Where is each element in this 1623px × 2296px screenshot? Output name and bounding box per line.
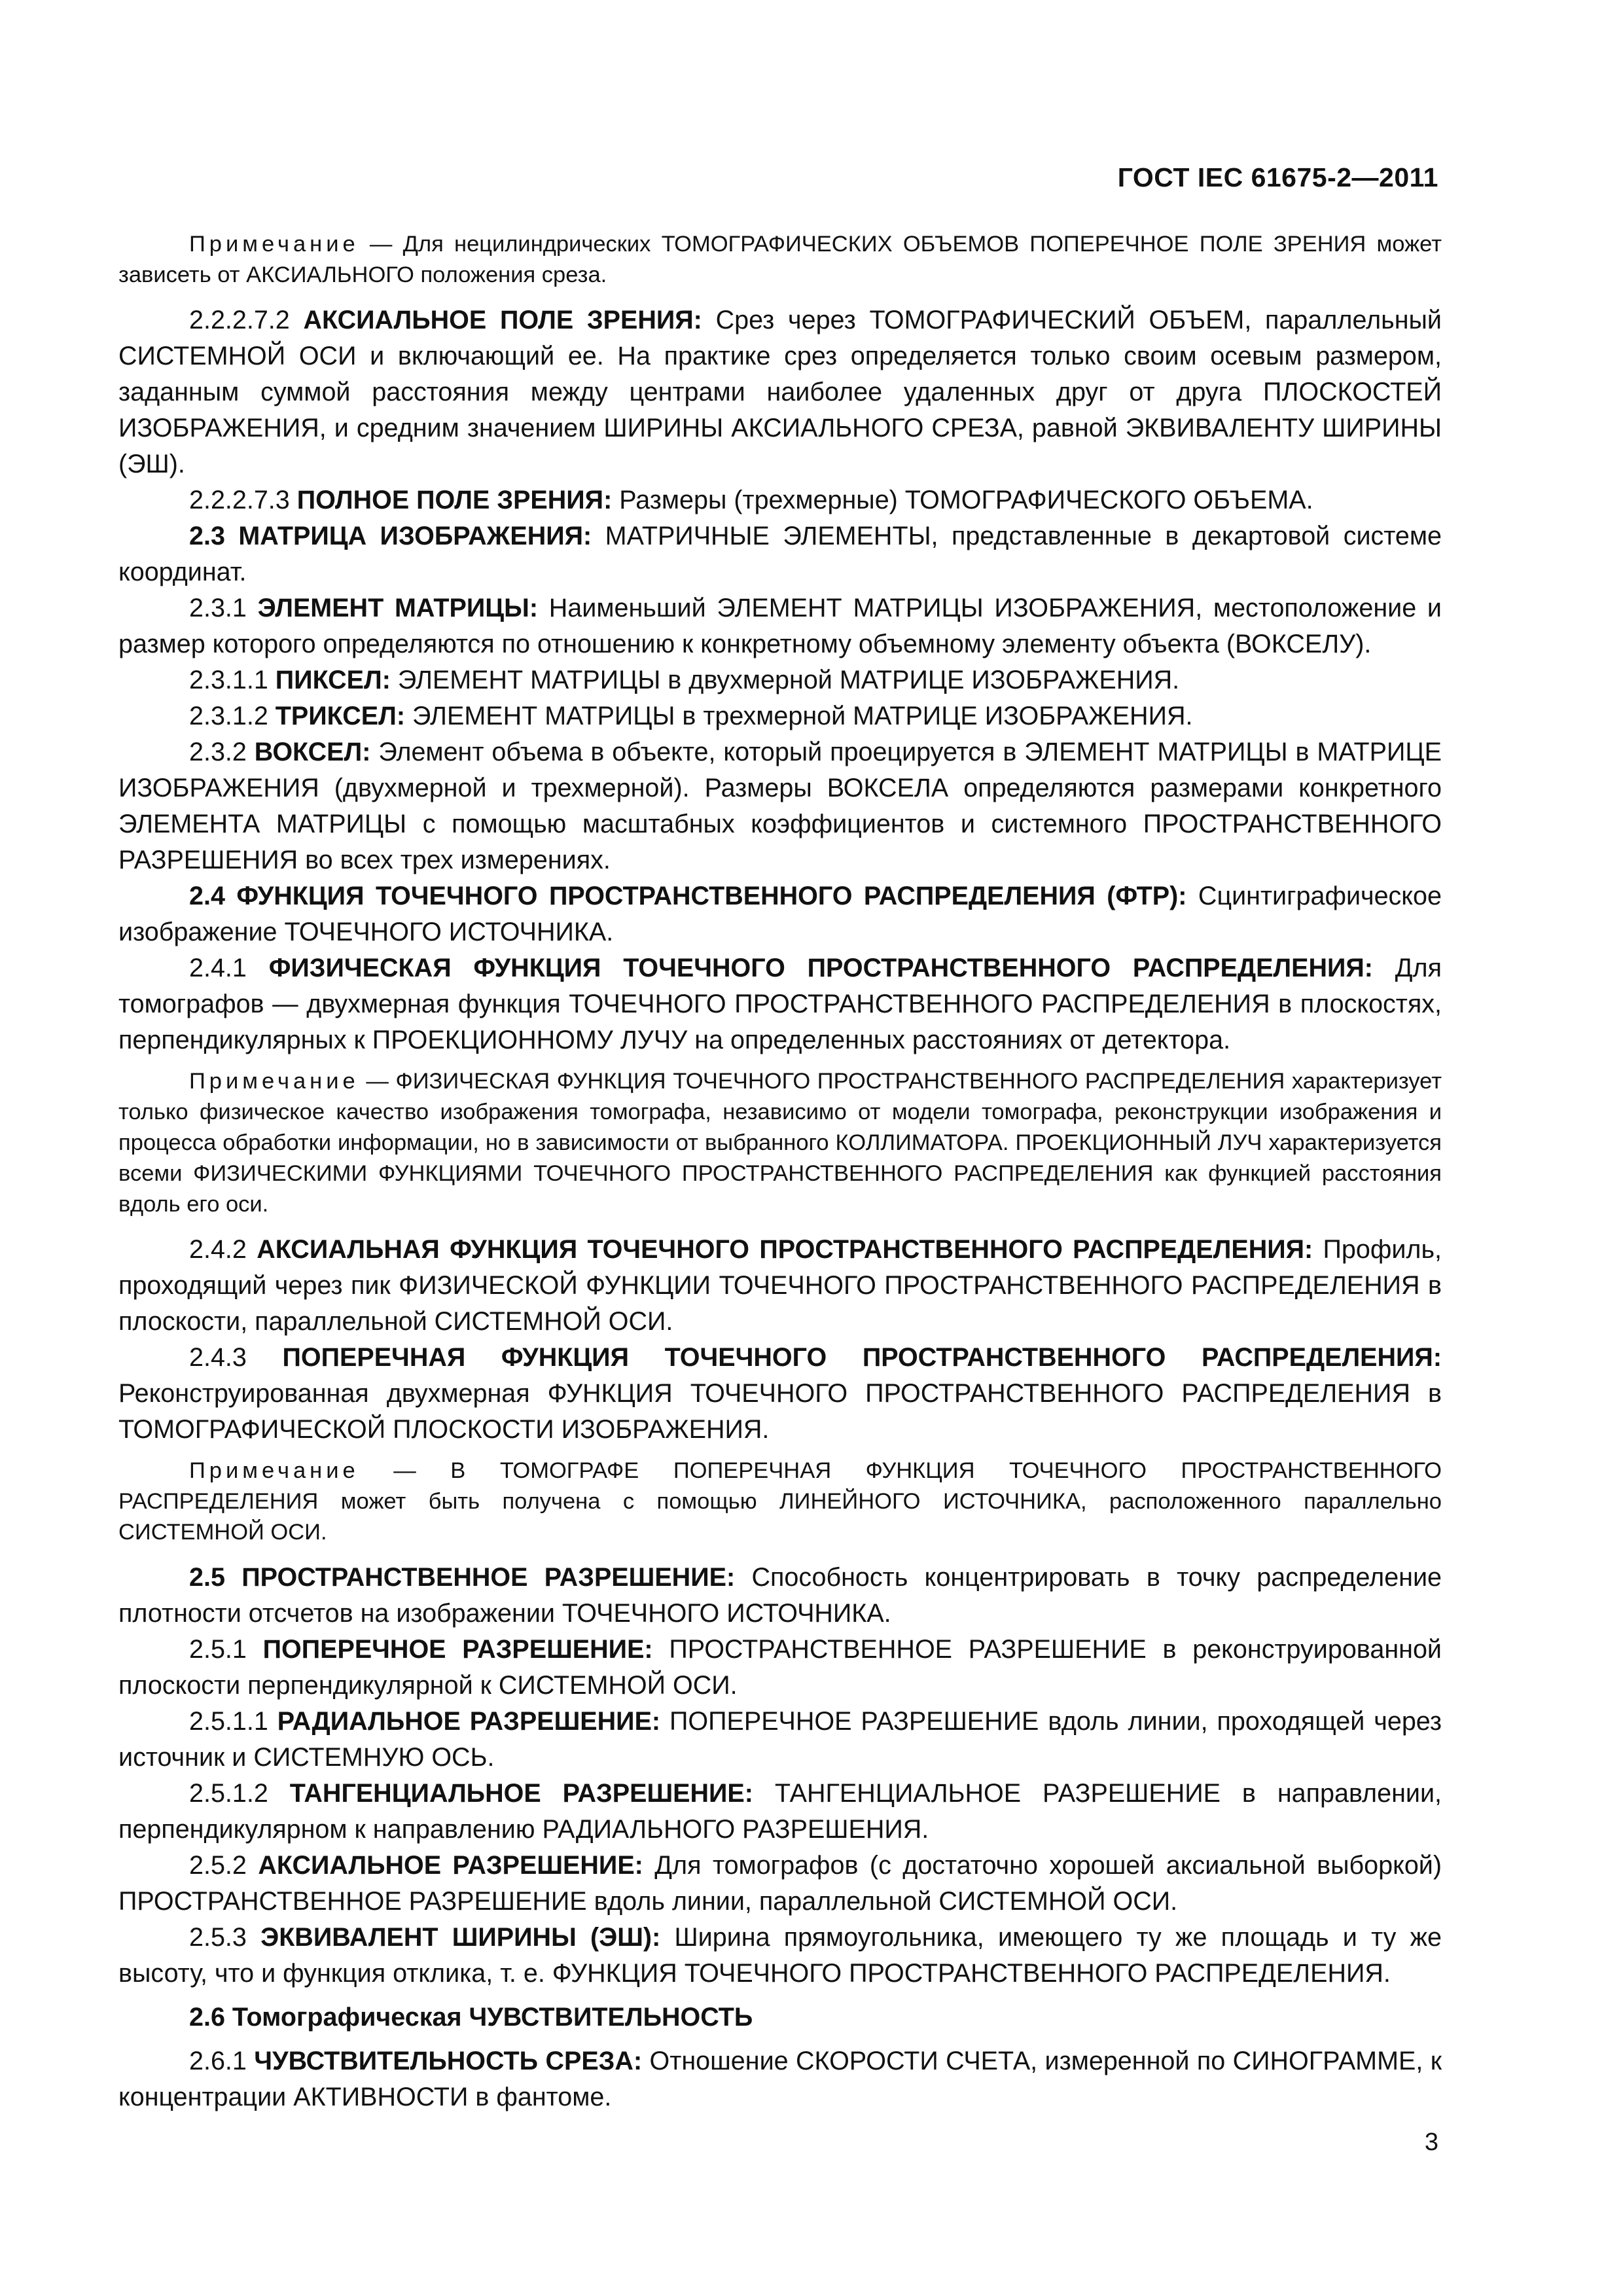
clause-text: Отношение СКОРОСТИ СЧЕТА, измеренной по СИНОГРАММЕ, к концентрации АКТИВНОСТИ в фантоме. [118, 2047, 1442, 2111]
clause-number: 2.4 [189, 882, 225, 910]
clause-text: Способность концентрировать в точку распределение плотности отсчетов на изображении ТОЧЕЧНОГО ИСТОЧНИКА. [118, 1563, 1442, 1628]
clause-number: 2.3.1 [189, 594, 247, 622]
clause-term: ТРИКСЕЛ: [275, 702, 405, 730]
clause-paragraph [118, 1232, 1442, 1340]
document-body [118, 221, 1442, 2115]
clause-text: Для томографов — двухмерная функция ТОЧЕЧНОГО ПРОСТРАНСТВЕННОГО РАСПРЕДЕЛЕНИЯ в плоскостях, перпендикулярных к ПРОЕКЦИОННОМУ ЛУЧУ на определенных расстояниях от детектора. [118, 954, 1442, 1054]
note-dash: — [359, 1069, 396, 1094]
clause-term: ФИЗИЧЕСКАЯ ФУНКЦИЯ ТОЧЕЧНОГО ПРОСТРАНСТВЕННОГО РАСПРЕДЕЛЕНИЯ: [268, 954, 1373, 982]
clause-term: АКСИАЛЬНОЕ РАЗРЕШЕНИЕ: [258, 1851, 643, 1880]
clause-term: ЭЛЕМЕНТ МАТРИЦЫ: [257, 594, 538, 622]
note-text: ФИЗИЧЕСКАЯ ФУНКЦИЯ ТОЧЕЧНОГО ПРОСТРАНСТВЕННОГО РАСПРЕДЕЛЕНИЯ характеризует только физическое качество изображения томографа, независимо от модели томографа, реконструкции изображения и процесса обработки информации, но в зависимости от выбранного КОЛЛИМАТОРА. ПРОЕКЦИОННЫЙ ЛУЧ характеризуется всеми ФИЗИЧЕСКИМИ ФУНКЦИЯМИ ТОЧЕЧНОГО ПРОСТРАНСТВЕННОГО РАСПРЕДЕЛЕНИЯ как функцией расстояния вдоль его оси. [118, 1069, 1442, 1217]
note-dash: — [359, 1458, 451, 1483]
clause-number: 2.5.1.2 [189, 1779, 268, 1808]
clause-paragraph [118, 1776, 1442, 1848]
clause-number: 2.3.2 [189, 738, 247, 766]
clause-text: МАТРИЧНЫЕ ЭЛЕМЕНТЫ, представленные в декартовой системе координат. [118, 522, 1442, 586]
clause-paragraph [118, 482, 1442, 518]
note-paragraph [118, 1456, 1442, 1548]
clause-paragraph [118, 1340, 1442, 1448]
clause-paragraph [118, 1560, 1442, 1632]
note-text: В ТОМОГРАФЕ ПОПЕРЕЧНАЯ ФУНКЦИЯ ТОЧЕЧНОГО ПРОСТРАНСТВЕННОГО РАСПРЕДЕЛЕНИЯ может быть получена с помощью ЛИНЕЙНОГО ИСТОЧНИКА, расположенного параллельно СИСТЕМНОЙ ОСИ. [118, 1458, 1442, 1545]
page-number: 3 [1424, 2128, 1438, 2156]
clause-number: 2.3.1.1 [189, 666, 268, 694]
clause-term: АКСИАЛЬНОЕ ПОЛЕ ЗРЕНИЯ: [303, 306, 702, 334]
clause-term: Томографическая ЧУВСТВИТЕЛЬНОСТЬ [232, 2003, 753, 2032]
clause-text: Ширина прямоугольника, имеющего ту же площадь и ту же высоту, что и функция отклика, т. е. ФУНКЦИЯ ТОЧЕЧНОГО ПРОСТРАНСТВЕННОГО РАСПРЕДЕЛЕНИЯ. [118, 1923, 1442, 1988]
note-label: Примечание [189, 1069, 359, 1094]
clause-text: Срез через ТОМОГРАФИЧЕСКИЙ ОБЪЕМ, параллельный СИСТЕМНОЙ ОСИ и включающий ее. На практике срез определяется только своим осевым размером, заданным суммой расстояния между центрами наиболее удаленных друг от друга ПЛОСКОСТЕЙ ИЗОБРАЖЕНИЯ, и средним значением ШИРИНЫ АКСИАЛЬНОГО СРЕЗА, равной ЭКВИВАЛЕНТУ ШИРИНЫ (ЭШ). [118, 306, 1442, 478]
clause-number: 2.5.3 [189, 1923, 247, 1952]
clause-paragraph [118, 518, 1442, 590]
clause-number: 2.5.1 [189, 1635, 247, 1664]
clause-term: ПОПЕРЕЧНОЕ РАЗРЕШЕНИЕ: [262, 1635, 653, 1664]
clause-text: Профиль, проходящий через пик ФИЗИЧЕСКОЙ ФУНКЦИИ ТОЧЕЧНОГО ПРОСТРАНСТВЕННОГО РАСПРЕДЕЛЕНИЯ в плоскости, параллельной СИСТЕМНОЙ ОСИ. [118, 1235, 1442, 1336]
note-paragraph [118, 1066, 1442, 1220]
clause-term: ПРОСТРАНСТВЕННОЕ РАЗРЕШЕНИЕ: [241, 1563, 736, 1592]
clause-text: ПОПЕРЕЧНОЕ РАЗРЕШЕНИЕ вдоль линии, проходящей через источник и СИСТЕМНУЮ ОСЬ. [118, 1707, 1442, 1772]
clause-number: 2.2.2.7.3 [189, 486, 290, 514]
clause-text: ПРОСТРАНСТВЕННОЕ РАЗРЕШЕНИЕ в реконструированной плоскости перпендикулярной к СИСТЕМНОЙ ОСИ. [118, 1635, 1442, 1700]
clause-number: 2.4.3 [189, 1343, 247, 1372]
clause-number: 2.4.1 [189, 954, 247, 982]
clause-term: ПИКСЕЛ: [275, 666, 391, 694]
clause-term: ПОЛНОЕ ПОЛЕ ЗРЕНИЯ: [296, 486, 613, 514]
document-id-header: ГОСТ IEC 61675-2—2011 [1117, 162, 1438, 192]
clause-text: ЭЛЕМЕНТ МАТРИЦЫ в двухмерной МАТРИЦЕ ИЗОБРАЖЕНИЯ. [397, 666, 1180, 694]
clause-term: АКСИАЛЬНАЯ ФУНКЦИЯ ТОЧЕЧНОГО ПРОСТРАНСТВЕННОГО РАСПРЕДЕЛЕНИЯ: [257, 1235, 1313, 1264]
clause-number: 2.3.1.2 [189, 702, 268, 730]
clause-paragraph [118, 950, 1442, 1058]
clause-paragraph [118, 302, 1442, 482]
clause-text: Реконструированная двухмерная ФУНКЦИЯ ТОЧЕЧНОГО ПРОСТРАНСТВЕННОГО РАСПРЕДЕЛЕНИЯ в ТОМОГРАФИЧЕСКОЙ ПЛОСКОСТИ ИЗОБРАЖЕНИЯ. [118, 1379, 1442, 1444]
clause-number: 2.5.1.1 [189, 1707, 268, 1736]
clause-number: 2.3 [189, 522, 225, 550]
note-label: Примечание [189, 232, 359, 257]
clause-text: Элемент объема в объекте, который проецируется в ЭЛЕМЕНТ МАТРИЦЫ в МАТРИЦЕ ИЗОБРАЖЕНИЯ (двухмерной и трехмерной). Размеры ВОКСЕЛА определяются размерами конкретного ЭЛЕМЕНТА МАТРИЦЫ с помощью масштабных коэффициентов и системного ПРОСТРАНСТВЕННОГО РАЗРЕШЕНИЯ во всех трех измерениях. [118, 738, 1442, 874]
clause-paragraph [118, 590, 1442, 662]
clause-paragraph [118, 878, 1442, 950]
clause-term: РАДИАЛЬНОЕ РАЗРЕШЕНИЕ: [277, 1707, 661, 1736]
clause-number: 2.2.2.7.2 [189, 306, 290, 334]
clause-paragraph [118, 1848, 1442, 1920]
clause-paragraph [118, 2000, 1442, 2036]
clause-paragraph [118, 1704, 1442, 1776]
clause-number: 2.6 [189, 2003, 225, 2032]
note-dash: — [359, 232, 403, 257]
clause-text: Сцинтиграфическое изображение ТОЧЕЧНОГО ИСТОЧНИКА. [118, 882, 1442, 946]
clause-paragraph [118, 734, 1442, 878]
note-text: Для нецилиндрических ТОМОГРАФИЧЕСКИХ ОБЪЕМОВ ПОПЕРЕЧНОЕ ПОЛЕ ЗРЕНИЯ может зависеть от АКСИАЛЬНОГО положения среза. [118, 232, 1442, 287]
clause-number: 2.5 [189, 1563, 225, 1592]
clause-paragraph [118, 662, 1442, 698]
clause-term: ЧУВСТВИТЕЛЬНОСТЬ СРЕЗА: [254, 2047, 643, 2075]
clause-term: ЭКВИВАЛЕНТ ШИРИНЫ (ЭШ): [260, 1923, 661, 1952]
clause-term: МАТРИЦА ИЗОБРАЖЕНИЯ: [238, 522, 592, 550]
clause-number: 2.5.2 [189, 1851, 247, 1880]
clause-text: ЭЛЕМЕНТ МАТРИЦЫ в трехмерной МАТРИЦЕ ИЗОБРАЖЕНИЯ. [412, 702, 1193, 730]
clause-term: ПОПЕРЕЧНАЯ ФУНКЦИЯ ТОЧЕЧНОГО ПРОСТРАНСТВЕННОГО РАСПРЕДЕЛЕНИЯ: [282, 1343, 1442, 1372]
note-label: Примечание [189, 1458, 359, 1483]
clause-paragraph [118, 2043, 1442, 2115]
clause-term: ФУНКЦИЯ ТОЧЕЧНОГО ПРОСТРАНСТВЕННОГО РАСПРЕДЕЛЕНИЯ (ФТР): [236, 882, 1187, 910]
clause-text: ТАНГЕНЦИАЛЬНОЕ РАЗРЕШЕНИЕ в направлении, перпендикулярном к направлению РАДИАЛЬНОГО РАЗРЕШЕНИЯ. [118, 1779, 1442, 1844]
clause-text: Размеры (трехмерные) ТОМОГРАФИЧЕСКОГО ОБЪЕМА. [619, 486, 1313, 514]
clause-text: Наименьший ЭЛЕМЕНТ МАТРИЦЫ ИЗОБРАЖЕНИЯ, местоположение и размер которого определяются по отношению к конкретному объемному элементу объекта (ВОКСЕЛУ). [118, 594, 1442, 658]
clause-number: 2.4.2 [189, 1235, 247, 1264]
clause-paragraph [118, 1632, 1442, 1704]
clause-number: 2.6.1 [189, 2047, 247, 2075]
clause-paragraph [118, 1920, 1442, 1992]
clause-paragraph [118, 698, 1442, 734]
note-paragraph [118, 229, 1442, 291]
clause-term: ВОКСЕЛ: [254, 738, 371, 766]
clause-text: Для томографов (с достаточно хорошей аксиальной выборкой) ПРОСТРАНСТВЕННОЕ РАЗРЕШЕНИЕ вдоль линии, параллельной СИСТЕМНОЙ ОСИ. [118, 1851, 1442, 1916]
clause-term: ТАНГЕНЦИАЛЬНОЕ РАЗРЕШЕНИЕ: [289, 1779, 753, 1808]
